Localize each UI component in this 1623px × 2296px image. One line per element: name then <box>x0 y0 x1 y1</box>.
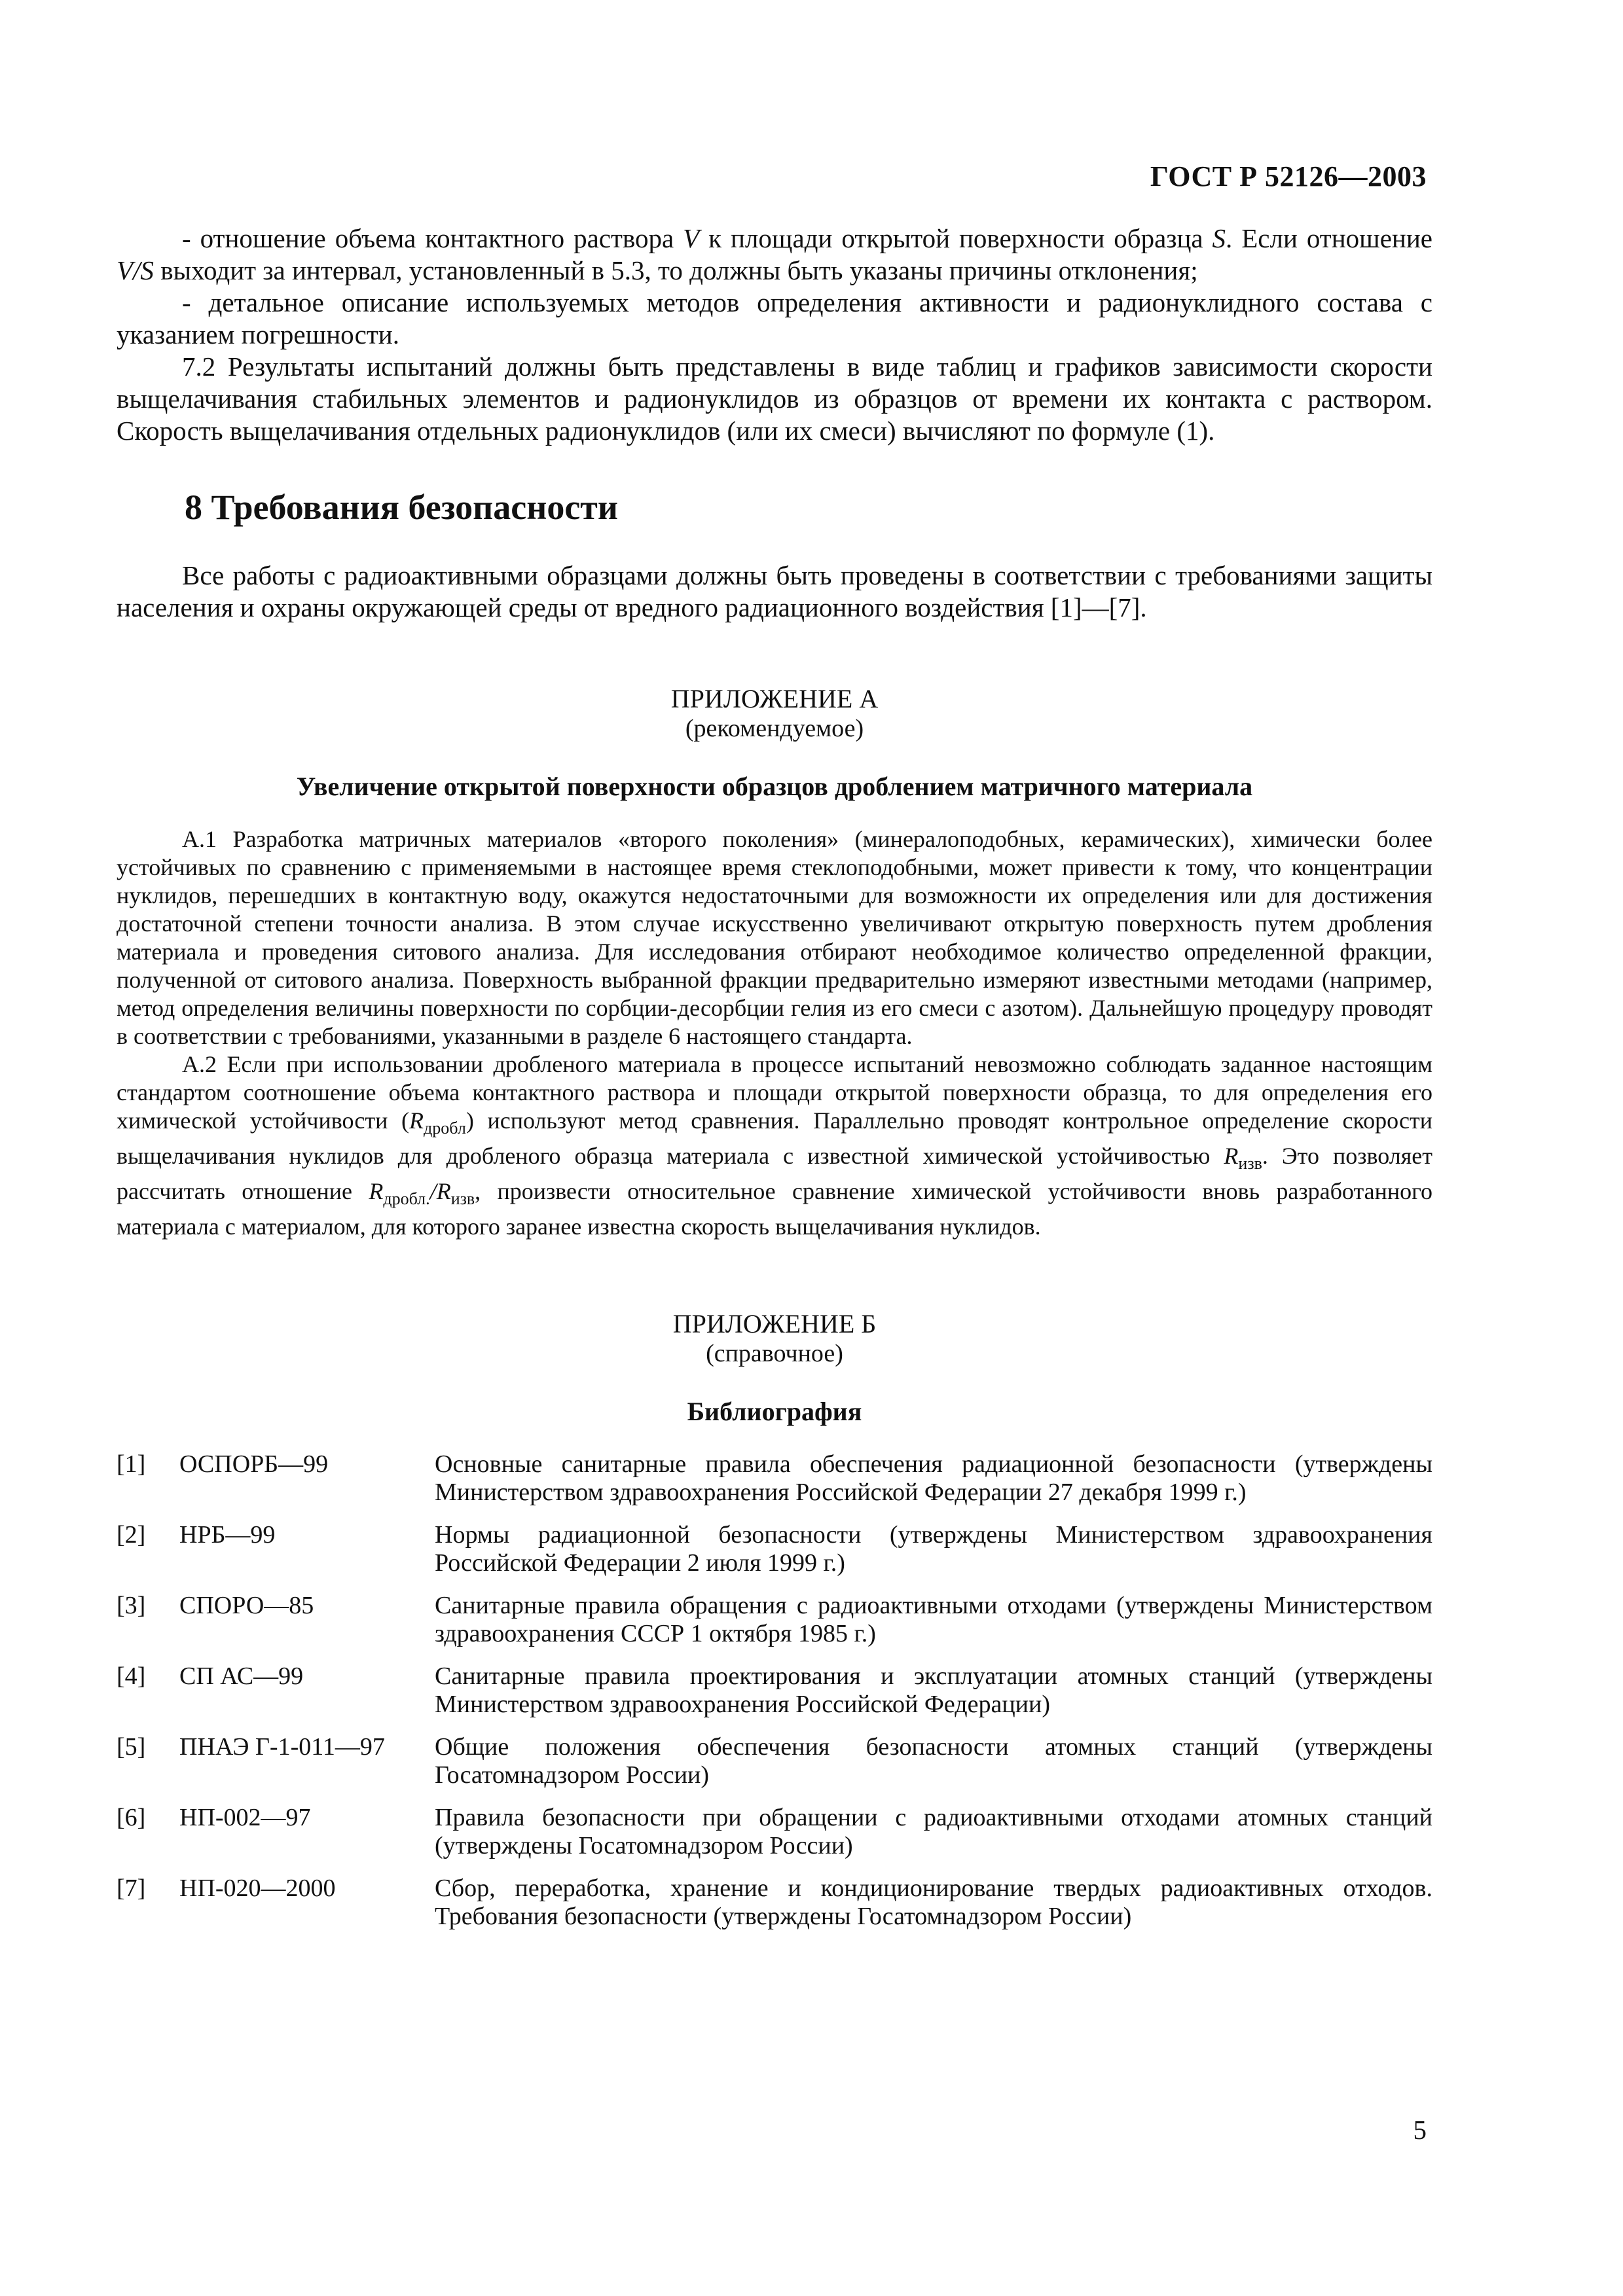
appendix-a-subheading: (рекомендуемое) <box>685 715 864 742</box>
bibliography-ref-code: СП АС—99 <box>179 1662 304 1690</box>
bibliography-ref-code: НП-002—97 <box>179 1804 311 1831</box>
bibliography-ref-description: Нормы радиационной безопасности (утверждены Министерством здравоохранения Российской Федерации 2 июля 1999 г.) <box>435 1521 1432 1577</box>
page-number: 5 <box>1413 2115 1427 2145</box>
bibliography-row <box>117 1733 1432 1804</box>
bibliography-ref-description: Правила безопасности при обращении с радиоактивными отходами атомных станций (утверждены Госатомнадзором России) <box>435 1804 1432 1859</box>
bibliography-row <box>117 1662 1432 1733</box>
page-content <box>117 223 1432 1945</box>
bibliography-row <box>117 1874 1432 1945</box>
bibliography-ref-code: ОСПОРБ—99 <box>179 1450 329 1478</box>
bibliography-row <box>117 1804 1432 1874</box>
appendix-a-paragraph-1: А.1 Разработка матричных материалов «второго поколения» (минералоподобных, керамических), химически более устойчивых по сравнению с применяемыми в настоящее время стеклоподобными, может привести к тому, что концентрации нуклидов, перешедших в контактную воду, окажутся недостаточными для возможности их определения или для достижения достаточной степени точности анализа. В этом случае искусственно увеличивают открытую поверхность путем дробления материала и проведения ситового анализа. Для исследования отбирают необходимое количество определенной фракции, полученной от ситового анализа. Поверхность выбранной фракции предварительно измеряют известными методами (например, метод определения величины поверхности по сорбции-десорбции гелия из его смеси с азотом). Дальнейшую процедуру проводят в соответствии с требованиями, указанными в разделе 6 настоящего стандарта. <box>117 826 1432 1049</box>
appendix-b-subheading: (справочное) <box>706 1340 843 1367</box>
section8-text: Все работы с радиоактивными образцами должны быть проведены в соответствии с требованиями защиты населения и охраны окружающей среды от вредного радиационного воздействия [1]—[7]. <box>117 560 1432 622</box>
appendix-b-heading: ПРИЛОЖЕНИЕ Б <box>672 1309 877 1338</box>
section7-paragraph-methods: - детальное описание используемых методов определения активности и радионуклидного состава с указанием погрешности. <box>117 287 1432 350</box>
bibliography-ref-number: [1] <box>117 1450 146 1478</box>
bibliography-ref-code: НП-020—2000 <box>179 1874 336 1902</box>
bibliography-ref-description: Сбор, переработка, хранение и кондиционирование твердых радиоактивных отходов. Требования безопасности (утверждены Госатомнадзором России) <box>435 1874 1432 1930</box>
bibliography-ref-number: [6] <box>117 1804 146 1831</box>
bibliography-row <box>117 1521 1432 1592</box>
bibliography-ref-number: [7] <box>117 1874 146 1902</box>
bibliography-ref-number: [4] <box>117 1662 146 1690</box>
appendix-a-heading: ПРИЛОЖЕНИЕ А <box>670 684 879 713</box>
var-r-drobl: $R_{дробл}$ <box>409 1107 466 1138</box>
var-r-izv: $R_{изв}$ <box>1224 1143 1262 1173</box>
bibliography-ref-number: [2] <box>117 1521 146 1549</box>
var-r-ratio: $R_{дробл.}/R_{изв}$ <box>369 1178 475 1208</box>
appendix-b-title: Библиография <box>687 1397 862 1426</box>
var-v: V <box>683 223 700 253</box>
bibliography-table <box>117 1450 1432 1945</box>
appendix-a-body <box>117 825 1432 1241</box>
bibliography-ref-description: Санитарные правила проектирования и эксплуатации атомных станций (утверждены Министерством здравоохранения Российской Федерации) <box>435 1662 1432 1718</box>
bibliography-ref-code: НРБ—99 <box>179 1521 276 1549</box>
var-vs: V/S <box>117 255 154 285</box>
bibliography-ref-code: СПОРО—85 <box>179 1592 314 1619</box>
appendix-a-paragraph-2: А.2 Если при использовании дробленого материала в процессе испытаний невозможно соблюдать заданное настоящим стандартом соотношение объема контактного раствора и площади открытой поверхности образца, то для определения его химической устойчивости $(R_{дробл})$ используют метод сравнения. Параллельно проводят контрольное определение скорости выщелачивания нуклидов для дробленого образца материала с известной химической устойчивостью $R_{изв}$. Это позволяет рассчитать отношение $R_{дробл.}/R_{изв}$, произвести относительное сравнение химической устойчивости вновь разработанного материала с материалом, для которого заранее известна скорость выщелачивания нуклидов. <box>117 1051 1433 1240</box>
bibliography-row <box>117 1450 1432 1521</box>
section8-title: 8 Требования безопасности <box>185 488 618 527</box>
bibliography-ref-code: ПНАЭ Г-1-011—97 <box>179 1733 385 1761</box>
bibliography-ref-number: [5] <box>117 1733 146 1761</box>
section7-paragraph-results: 7.2 Результаты испытаний должны быть представлены в виде таблиц и графиков зависимости скорости выщелачивания стабильных элементов и радионуклидов из образцов от времени их контакта с раствором. Скорость выщелачивания отдельных радионуклидов (или их смеси) вычисляют по формуле (1). <box>117 351 1432 446</box>
bibliography-ref-description: Основные санитарные правила обеспечения радиационной безопасности (утверждены Министерством здравоохранения Российской Федерации 27 декабря 1999 г.) <box>435 1450 1432 1506</box>
bibliography-row <box>117 1592 1432 1662</box>
document-code-header: ГОСТ Р 52126—2003 <box>1150 160 1427 192</box>
bibliography-ref-number: [3] <box>117 1592 146 1619</box>
appendix-a-title: Увеличение открытой поверхности образцов дроблением матричного материала <box>296 772 1253 801</box>
section7-paragraph-volume-ratio: - отношение объема контактного раствора V к площади открытой поверхности образца S. Если отношение V/S выходит за интервал, установленный в 5.3, то должны быть указаны причины отклонения; <box>117 223 1432 285</box>
var-s: S <box>1212 223 1226 253</box>
bibliography-ref-description: Общие положения обеспечения безопасности атомных станций (утверждены Госатомнадзором России) <box>435 1733 1432 1789</box>
bibliography-ref-description: Санитарные правила обращения с радиоактивными отходами (утверждены Министерством здравоохранения СССР 1 октября 1985 г.) <box>435 1592 1432 1647</box>
